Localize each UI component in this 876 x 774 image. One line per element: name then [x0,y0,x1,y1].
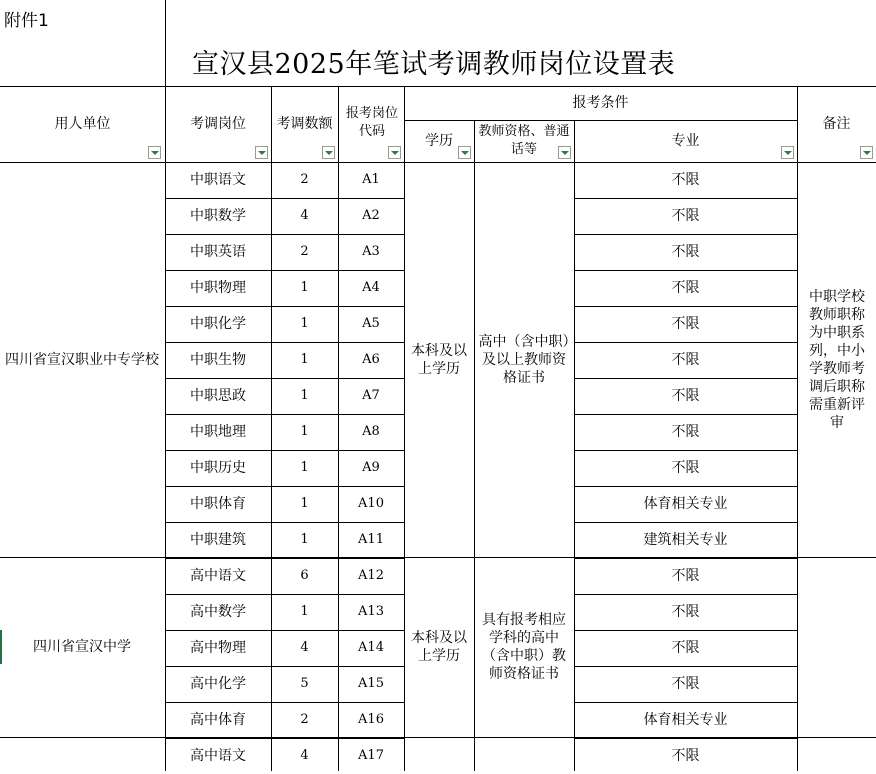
cell-code[interactable]: A13 [358,604,384,619]
cell-code[interactable]: A9 [362,460,380,475]
grid-line [0,86,876,87]
cell-code[interactable]: A12 [358,568,384,583]
grid-line [574,630,797,631]
grid-line [574,342,797,343]
grid-line [0,737,876,738]
cell-quota[interactable]: 1 [300,532,309,547]
cell-major[interactable]: 不限 [671,640,700,656]
cell-position[interactable]: 高中语文 [190,748,246,764]
filter-dropdown-icon[interactable] [781,146,794,159]
cell-code[interactable]: A1 [362,172,380,187]
filter-dropdown-icon[interactable] [458,146,471,159]
grid-line [574,270,797,271]
grid-line [404,86,405,771]
grid-line [165,234,404,235]
header-quota: 考调数额 [276,116,333,132]
grid-line [404,120,797,121]
grid-line [574,486,797,487]
grid-line [165,270,404,271]
cell-major[interactable]: 不限 [671,748,700,764]
cell-quota[interactable]: 5 [300,676,309,691]
cell-major[interactable]: 体育相关专业 [643,496,728,512]
cell-quota[interactable]: 1 [300,388,309,403]
cell-major[interactable]: 不限 [671,172,700,188]
cell-code[interactable]: A7 [362,388,380,403]
cell-position[interactable]: 中职物理 [190,280,246,296]
cell-code[interactable]: A10 [358,496,384,511]
grid-line [574,378,797,379]
cell-code[interactable]: A14 [358,640,384,655]
unit-cell: 四川省宣汉职业中专学校 [5,351,159,368]
certificate-cell: 具有报考相应学科的高中（含中职）教师资格证书 [482,612,566,682]
education-cell: 本科及以上学历 [411,342,467,377]
grid-line [574,198,797,199]
header-remark: 备注 [822,116,851,132]
grid-line [165,558,404,559]
grid-line [165,630,404,631]
header-code: 报考岗位代码 [345,106,398,139]
grid-line [0,162,876,163]
cell-major[interactable]: 不限 [671,280,700,296]
grid-line [165,378,404,379]
remark-cell [804,557,870,737]
cell-position[interactable]: 中职语文 [190,172,246,188]
grid-line [574,738,797,739]
grid-line [271,86,272,771]
cell-major[interactable]: 建筑相关专业 [643,532,728,548]
cell-quota[interactable]: 2 [300,712,309,727]
cell-position[interactable]: 高中语文 [190,568,246,584]
cell-quota[interactable]: 2 [300,172,309,187]
cell-code[interactable]: A4 [362,280,380,295]
filter-dropdown-icon[interactable] [322,146,335,159]
cell-quota[interactable]: 4 [300,748,309,763]
cell-major[interactable]: 不限 [671,676,700,692]
grid-line [165,414,404,415]
grid-line [165,0,166,771]
cell-code[interactable]: A17 [358,748,384,763]
header-certificate: 教师资格、普通话等 [478,124,570,157]
filter-dropdown-icon[interactable] [255,146,268,159]
cell-code[interactable]: A5 [362,316,380,331]
grid-line [574,702,797,703]
grid-line [574,414,797,415]
grid-line [165,666,404,667]
certificate-cell: 高中（含中职）及以上教师资格证书 [478,333,570,386]
cell-quota[interactable]: 1 [300,424,309,439]
cell-quota[interactable]: 1 [300,280,309,295]
cell-position[interactable]: 中职地理 [190,424,246,440]
cell-position[interactable]: 中职英语 [190,244,246,260]
grid-line [797,86,798,771]
cell-position[interactable]: 高中化学 [190,676,246,692]
cell-quota[interactable]: 1 [300,604,309,619]
cell-code[interactable]: A15 [358,676,384,691]
grid-line [165,594,404,595]
grid-line [165,342,404,343]
cell-quota[interactable]: 4 [300,208,309,223]
grid-line [165,522,404,523]
cell-position[interactable]: 中职数学 [190,208,246,224]
cell-position[interactable]: 中职建筑 [190,532,246,548]
grid-line [574,120,575,771]
filter-dropdown-icon[interactable] [558,146,571,159]
cell-quota[interactable]: 6 [300,568,309,583]
cell-major[interactable]: 不限 [671,352,700,368]
header-education: 学历 [425,133,453,149]
grid-line [165,486,404,487]
grid-line [165,738,404,739]
grid-line [165,702,404,703]
cell-quota[interactable]: 1 [300,496,309,511]
cell-major[interactable]: 不限 [671,604,700,620]
cell-quota[interactable]: 1 [300,460,309,475]
header-unit: 用人单位 [54,116,111,132]
cell-position[interactable]: 中职历史 [190,460,246,476]
cell-major[interactable]: 不限 [671,388,700,404]
header-position: 考调岗位 [190,116,246,132]
cell-quota[interactable]: 1 [300,316,309,331]
grid-line [165,306,404,307]
grid-line [165,450,404,451]
cell-quota[interactable]: 1 [300,352,309,367]
remark-cell: 中职学校教师职称为中职系列，中小学教师考调后职称需重新评审 [809,288,865,431]
grid-line [338,86,339,771]
cell-quota[interactable]: 4 [300,640,309,655]
page-title: 宣汉县2025年笔试考调教师岗位设置表 [192,49,676,80]
grid-line [165,198,404,199]
cell-major[interactable]: 不限 [671,244,700,260]
filter-dropdown-icon[interactable] [860,146,873,159]
cell-position[interactable]: 高中数学 [190,604,246,620]
grid-line [0,557,876,558]
cell-major[interactable]: 不限 [671,568,700,584]
grid-line [574,522,797,523]
grid-line [474,120,475,771]
cell-position[interactable]: 中职思政 [190,388,246,404]
cell-position[interactable]: 高中体育 [190,712,246,728]
selected-cell-indicator [0,630,2,664]
cell-quota[interactable]: 2 [300,244,309,259]
cell-position[interactable]: 中职化学 [190,316,246,332]
cell-code[interactable]: A3 [362,244,380,259]
grid-line [574,558,797,559]
grid-line [574,594,797,595]
grid-line [574,666,797,667]
education-cell: 本科及以上学历 [411,630,467,664]
cell-major[interactable]: 不限 [671,424,700,440]
cell-code[interactable]: A6 [362,352,380,367]
cell-position[interactable]: 中职体育 [190,496,246,512]
filter-dropdown-icon[interactable] [388,146,401,159]
cell-major[interactable]: 不限 [671,460,700,476]
unit-cell: 四川省宣汉中学 [33,639,131,655]
cell-major[interactable]: 体育相关专业 [643,712,728,728]
filter-dropdown-icon[interactable] [148,146,161,159]
cell-code[interactable]: A8 [362,424,380,439]
cell-code[interactable]: A16 [358,712,384,727]
cell-code[interactable]: A2 [362,208,380,223]
attachment-label: 附件1 [4,11,49,31]
grid-line [574,450,797,451]
grid-line [574,306,797,307]
cell-major[interactable]: 不限 [671,316,700,332]
cell-code[interactable]: A11 [358,532,384,547]
cell-position[interactable]: 高中物理 [190,640,246,656]
header-major: 专业 [671,133,700,149]
cell-position[interactable]: 中职生物 [190,352,246,368]
header-conditions: 报考条件 [572,95,629,111]
grid-line [574,234,797,235]
cell-major[interactable]: 不限 [671,208,700,224]
